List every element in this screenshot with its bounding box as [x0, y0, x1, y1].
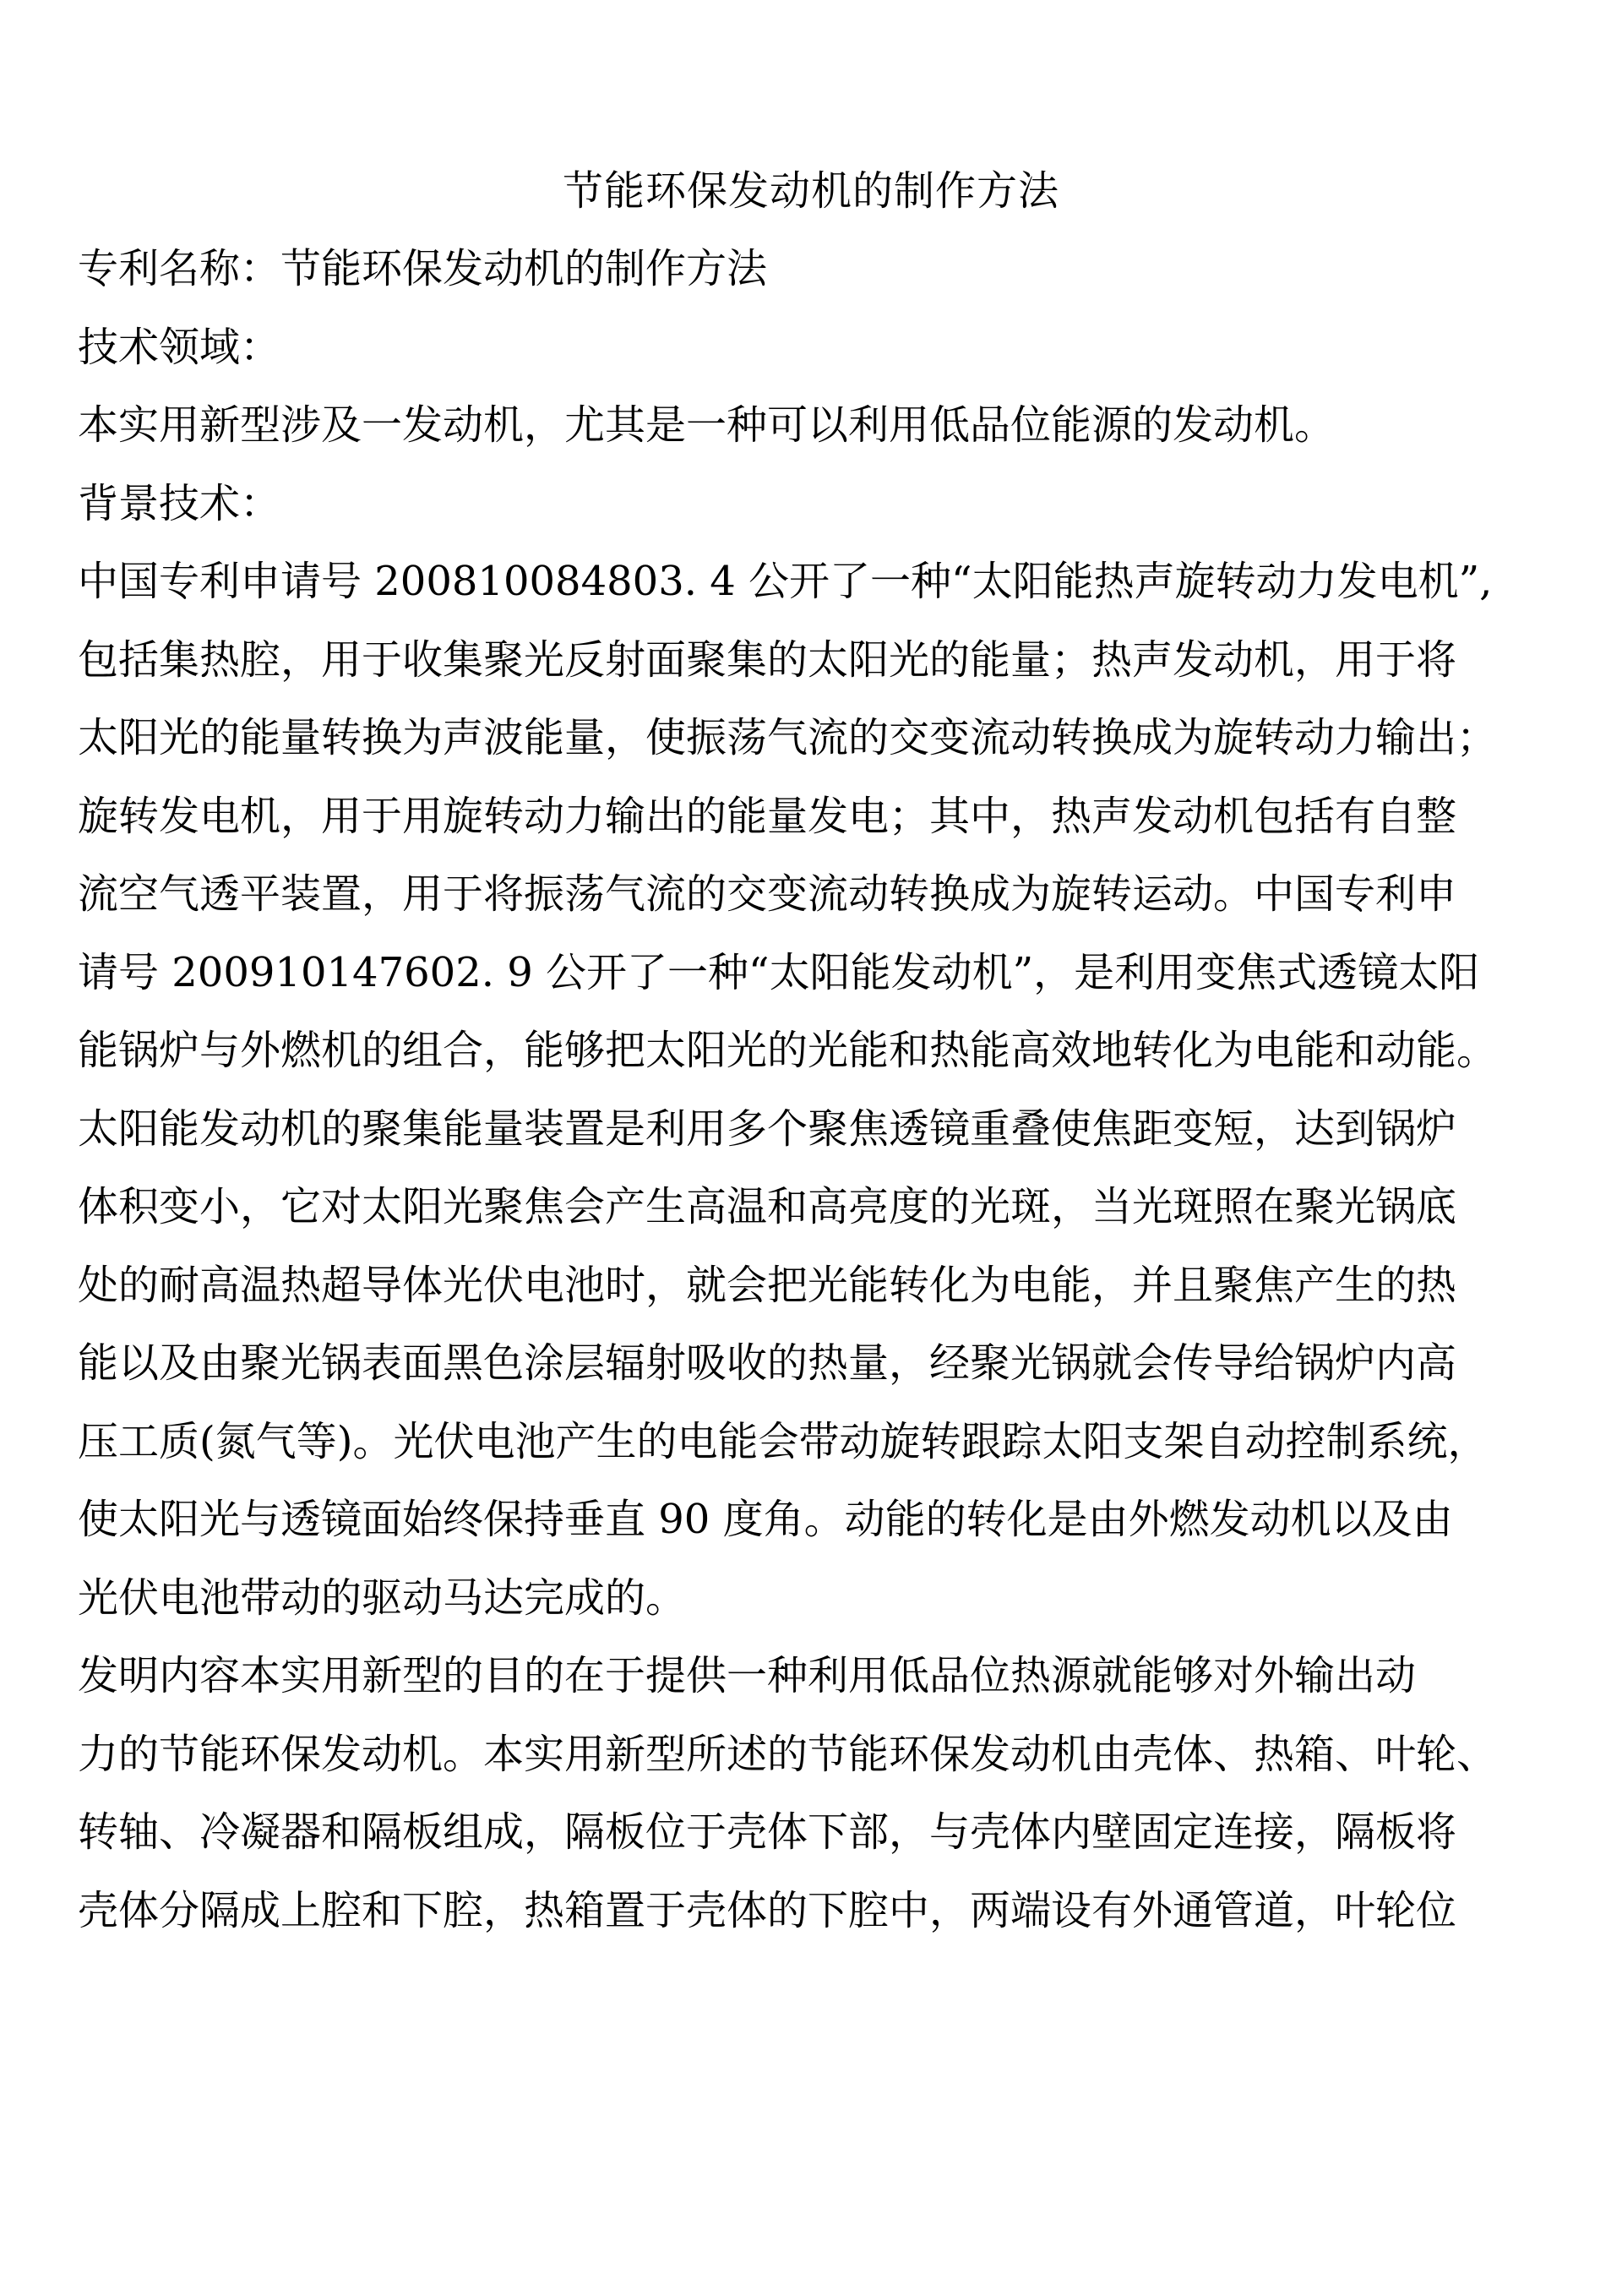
document-line: 太阳能发动机的聚集能量装置是利用多个聚焦透镜重叠使焦距变短，达到锅炉	[78, 1104, 1457, 1153]
document-line: 壳体分隔成上腔和下腔，热箱置于壳体的下腔中，两端设有外通管道，叶轮位	[78, 1886, 1457, 1934]
document-line: 力的节能环保发动机。本实用新型所述的节能环保发动机由壳体、热箱、叶轮、	[78, 1730, 1498, 1778]
document-line: 流空气透平装置，用于将振荡气流的交变流动转换成为旋转运动。中国专利申	[78, 870, 1457, 918]
document-line: 发明内容本实用新型的目的在于提供一种利用低品位热源就能够对外输出动	[78, 1652, 1417, 1699]
document-line: 本实用新型涉及一发动机，尤其是一种可以利用低品位能源的发动机。	[78, 401, 1336, 449]
document-line: 体积变小，它对太阳光聚焦会产生高温和高亮度的光斑，当光斑照在聚光锅底	[78, 1183, 1457, 1230]
document-line: 能以及由聚光锅表面黑色涂层辐射吸收的热量，经聚光锅就会传导给锅炉内高	[78, 1339, 1457, 1387]
document-line: 旋转发电机，用于用旋转动力输出的能量发电；其中，热声发动机包括有自整	[78, 792, 1457, 840]
document-title: 节能环保发动机的制作方法	[562, 167, 1059, 215]
document-line: 包括集热腔，用于收集聚光反射面聚集的太阳光的能量；热声发动机，用于将	[78, 635, 1457, 684]
document-line: 转轴、冷凝器和隔板组成，隔板位于壳体下部，与壳体内壁固定连接，隔板将	[78, 1808, 1457, 1856]
document-line: 使太阳光与透镜面始终保持垂直 90 度角。动能的转化是由外燃发动机以及由	[78, 1496, 1453, 1543]
document-line: 压工质(氮气等)。光伏电池产生的电能会带动旋转跟踪太阳支架自动控制系统，	[78, 1417, 1489, 1465]
document-line: 太阳光的能量转换为声波能量，使振荡气流的交变流动转换成为旋转动力输出；	[78, 714, 1498, 761]
document-line: 处的耐高温热超导体光伏电池时，就会把光能转化为电能，并且聚焦产生的热	[78, 1261, 1457, 1309]
document-line: 背景技术：	[78, 479, 281, 527]
document-line: 专利名称：节能环保发动机的制作方法	[78, 245, 768, 292]
document-line: 能锅炉与外燃机的组合，能够把太阳光的光能和热能高效地转化为电能和动能。	[78, 1027, 1498, 1074]
document-line: 请号 200910147602. 9 公开了一种“太阳能发动机”，是利用变焦式透镜太阳	[78, 948, 1480, 996]
document-line: 光伏电池带动的驱动马达完成的。	[78, 1573, 687, 1622]
document-body	[78, 230, 1565, 1950]
document-line: 技术领域：	[78, 323, 281, 371]
document-line: 中国专利申请号 200810084803. 4 公开了一种“太阳能热声旋转动力发电机”,	[78, 558, 1493, 605]
